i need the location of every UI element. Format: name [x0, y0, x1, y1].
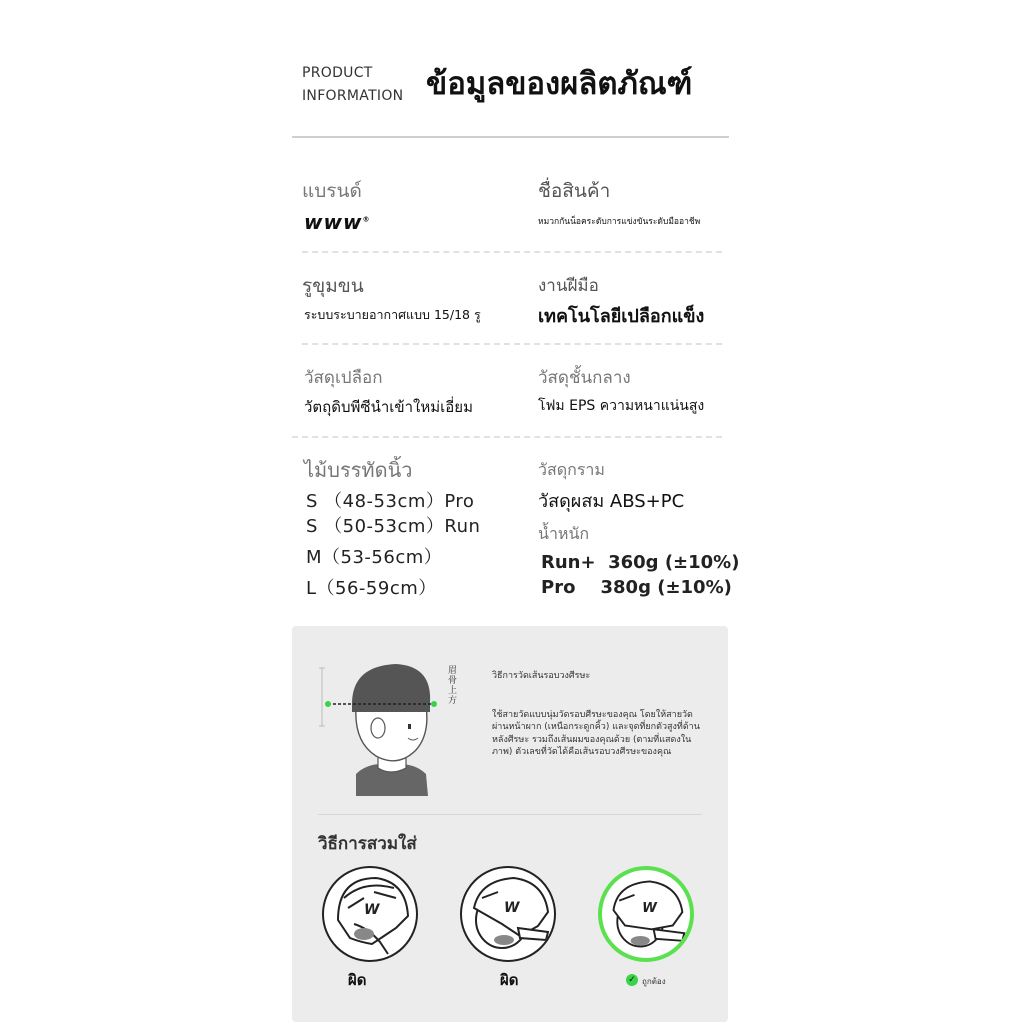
row-divider	[302, 343, 722, 345]
measure-and-wear-panel	[292, 626, 728, 1022]
size-item: S （50-53cm）Run	[306, 516, 481, 537]
wear-example-wrong-2	[460, 866, 556, 962]
craft-value: เทคโนโลยีเปลือกแข็ง	[538, 306, 705, 327]
panel-divider	[318, 814, 702, 815]
measure-title: วิธีการวัดเส้นรอบวงศีรษะ	[492, 671, 591, 681]
helmet-icon	[324, 868, 416, 960]
product-name-label: ชื่อสินค้า	[538, 180, 611, 202]
helmet-icon	[602, 870, 690, 958]
wear-example-wrong-1	[322, 866, 418, 962]
vents-label: รูขุมขน	[302, 275, 364, 297]
strap-material-label: วัสดุกราม	[538, 460, 605, 479]
wear-example-correct	[598, 866, 694, 962]
brand-label: แบรนด์	[302, 180, 362, 202]
craft-label: งานฝีมือ	[538, 276, 599, 296]
size-item: S （48-53cm）Pro	[306, 491, 475, 512]
vents-value: ระบบระบายอากาศแบบ 15/18 รู	[304, 307, 481, 322]
weight-item: Pro 380g (±10%)	[541, 577, 732, 598]
header-title-th: ข้อมูลของผลิตภัณฑ์	[426, 66, 693, 102]
product-information-page	[292, 40, 740, 1024]
wear-caption: ผิด	[348, 971, 367, 989]
measure-instructions: ใช้สายวัดแบบนุ่มวัดรอบศีรษะของคุณ โดยให้สายวัดผ่านหน้าผาก (เหนือกระดูกคิ้ว) และจุดที่ยกตัวสูงที่ด้านหลังศีรษะ รวมถึงเส้นผมของคุณด้วย (ตามที่แสดงในภาพ) ตัวเลขที่วัดได้คือเส้นรอบวงศีรษะของคุณ	[492, 710, 700, 757]
product-name-value: หมวกกันน็อคระดับการแข่งขันระดับมืออาชีพ	[538, 217, 701, 227]
size-item: M（53-56cm）	[306, 547, 443, 568]
middle-material-label: วัสดุชั้นกลาง	[538, 368, 631, 388]
svg-text:W: W	[642, 901, 657, 917]
row-divider	[292, 436, 722, 438]
brow-vertical-label: 眉骨上方	[448, 666, 458, 706]
wear-caption: ผิด	[500, 971, 519, 989]
svg-text:W: W	[504, 900, 520, 916]
shell-material-value: วัตถุดิบพีซีนำเข้าใหม่เอี่ยม	[304, 398, 473, 416]
helmet-icon	[462, 868, 554, 960]
brand-logo: www®	[304, 210, 371, 234]
weight-item: Run+ 360g (±10%)	[541, 552, 740, 573]
sizes-label: ไม้บรรทัดนิ้ว	[304, 458, 413, 482]
strap-material-value: วัสดุผสม ABS+PC	[538, 491, 685, 512]
middle-material-value: โฟม EPS ความหนาแน่นสูง	[538, 398, 705, 414]
svg-text:W: W	[364, 902, 380, 918]
size-item: L（56-59cm）	[306, 578, 437, 599]
check-icon: ✓	[626, 974, 638, 986]
header-divider	[292, 136, 729, 138]
wearing-title: วิธีการสวมใส่	[318, 834, 417, 854]
weight-label: น้ำหนัก	[538, 524, 590, 543]
head-measure-illustration	[316, 646, 466, 796]
header-title-en: PRODUCT INFORMATION	[302, 65, 404, 104]
shell-material-label: วัสดุเปลือก	[304, 368, 383, 388]
row-divider	[302, 251, 722, 253]
wear-caption-correct: ถูกต้อง	[642, 977, 666, 986]
